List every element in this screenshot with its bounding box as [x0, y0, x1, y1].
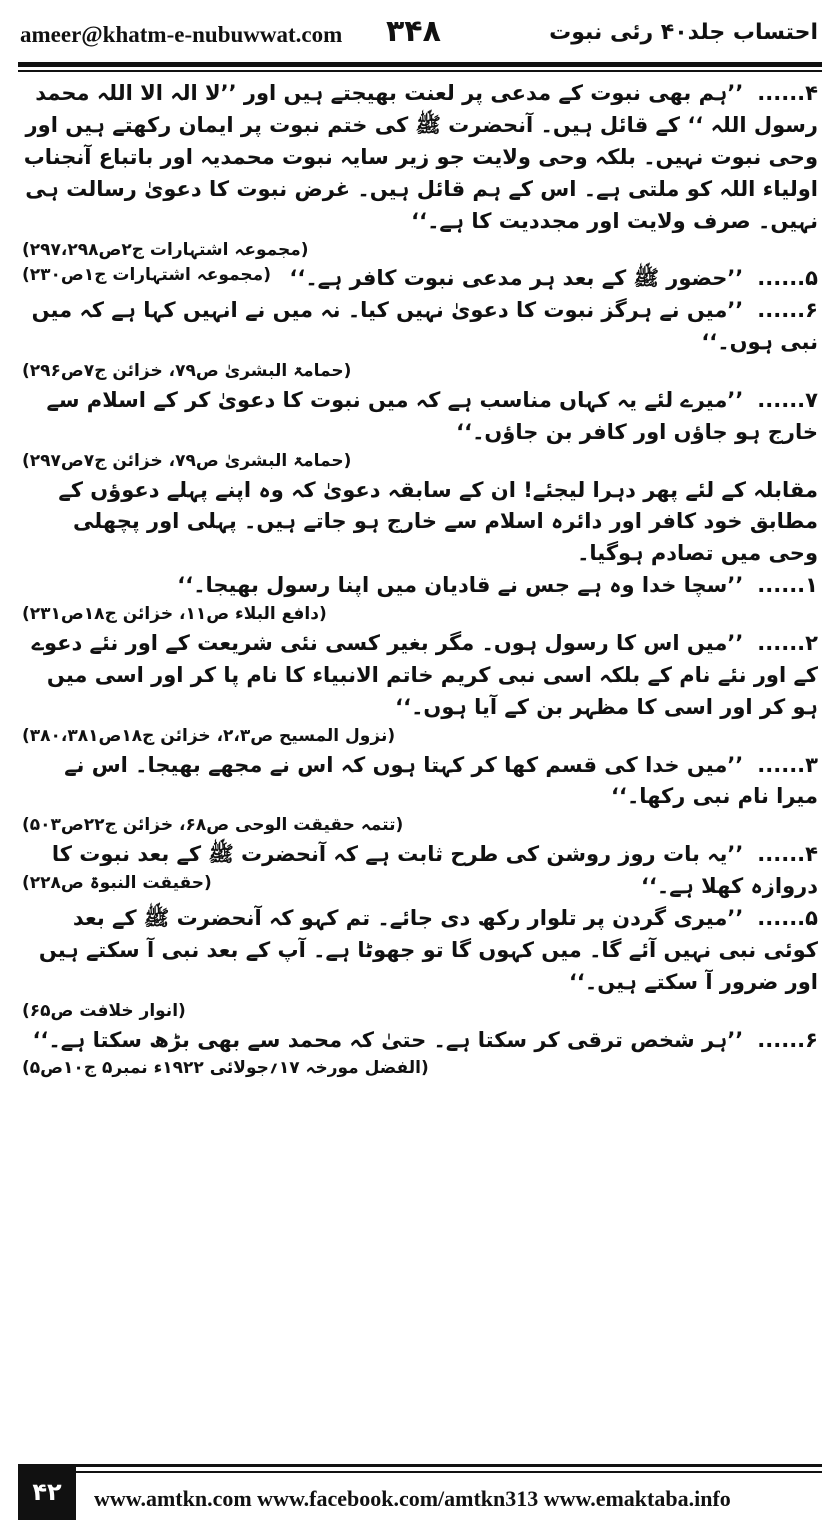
item-text: ’’ہم بھی نبوت کے مدعی پر لعنت بھیجتے ہیں اور ’’لا الہ الا اللہ محمد رسول اللہ ‘‘ کے قائل ہیں۔ آنحضرت ﷺ کی ختم نبوت پر ایمان رکھتے ہیں اور وحی نبوت نہیں۔ بلکہ وحی ولایت جو زیر سایہ نبوت محمدیہ اور باتباع آنجناب اولیاء اللہ کو ملتی ہے۔ اس کے ہم قائل ہیں۔ غرض نبوت کا دعویٰ رسالت ہی نہیں۔ صرف ولایت اور مجددیت کا ہے۔‘‘ — [23, 81, 818, 233]
item-text: ’’سچا خدا وہ ہے جس نے قادیان میں اپنا رسول بھیجا۔‘‘ — [177, 573, 744, 598]
reference: (حمامۃ البشریٰ ص۷۹، خزائن ج۷ص۲۹۶) — [22, 361, 352, 382]
page-footer — [18, 1458, 822, 1524]
item-text: ’’میرے لئے یہ کہاں مناسب ہے کہ میں نبوت کا دعویٰ کر کے اسلام سے خارج ہو جاؤں اور کافر بن جاؤں۔‘‘ — [46, 387, 818, 444]
item-number: ۶...... — [757, 1027, 818, 1052]
quote-item-1 — [22, 78, 818, 238]
inline-reference: (مجموعہ اشتہارات ج۱ص۲۳۰) — [22, 265, 271, 286]
item-text: ’’یہ بات روز روشن کی طرح ثابت ہے کہ آنحضرت ﷺ کے بعد نبوت کا دروازہ کھلا ہے۔‘‘ — [51, 842, 818, 899]
quote-item-8 — [22, 839, 818, 903]
item-number: ۵...... — [757, 906, 818, 930]
reference: (الفضل مورخہ ۱۷؍جولائی ۱۹۲۲ء نمبر۵ ج۱۰ص۵) — [22, 1058, 429, 1079]
reference: (حمامۃ البشریٰ ص۷۹، خزائن ج۷ص۲۹۷) — [22, 450, 352, 471]
quote-item-3 — [22, 295, 818, 359]
reference: (تتمہ حقیقت الوحی ص۶۸، خزائن ج۲۲ص۵۰۳) — [22, 815, 404, 836]
item-number: ۶...... — [757, 298, 818, 323]
footer-websites: www.amtkn.com www.facebook.com/amtkn313 www.emaktaba.info — [94, 1486, 731, 1511]
quote-item-6 — [22, 628, 818, 724]
quote-item-9 — [22, 903, 818, 999]
item-text: ’’میری گردن پر تلوار رکھ دی جائے۔ تم کہو کہ آنحضرت ﷺ کے بعد کوئی نبی نہیں آئے گا۔ میں کہوں گا تو جھوٹا ہے۔ آپ کے بعد نبی آ سکتے ہیں اور ضرور آ سکتے ہیں۔‘‘ — [38, 906, 818, 994]
quote-item-10 — [22, 1025, 818, 1057]
item-text: ’’ہر شخص ترقی کر سکتا ہے۔ حتیٰ کہ محمد سے بھی بڑھ سکتا ہے۔‘‘ — [32, 1027, 744, 1052]
quote-item-2 — [22, 263, 818, 295]
item-text: ’’میں نے ہرگز نبوت کا دعویٰ نہیں کیا۔ نہ میں نے انہیں کہا ہے کہ میں نبی ہوں۔‘‘ — [31, 298, 818, 355]
quote-item-5 — [22, 570, 818, 602]
footer-page-number: ۴۲ — [18, 1464, 76, 1520]
item-text: ’’حضور ﷺ کے بعد ہر مدعی نبوت کافر ہے۔‘‘ — [289, 266, 744, 291]
item-text: ’’میں خدا کی قسم کھا کر کہتا ہوں کہ اس نے مجھے بھیجا۔ اس نے میرا نام نبی رکھا۔‘‘ — [64, 752, 818, 809]
footer-rule-thick — [76, 1464, 822, 1467]
footer-rule-thin — [76, 1471, 822, 1473]
reference: (انوار خلافت ص۶۵) — [22, 1000, 186, 1021]
item-number: ۳...... — [757, 752, 818, 777]
page-header — [0, 0, 840, 62]
quote-item-7 — [22, 750, 818, 814]
header-email: ameer@khatm-e-nubuwwat.com — [20, 22, 343, 47]
bridge-paragraph: مقابلہ کے لئے پھر دہرا لیجئے! ان کے سابقہ دعویٰ کہ وہ اپنے پہلے دعوؤں کے مطابق خود کافر اور دائرہ اسلام سے خارج ہو جاتے ہیں۔ پہلی اور پچھلی وحی میں تصادم ہوگیا۔ — [58, 477, 818, 566]
reference: (نزول المسیح ص۲،۳، خزائن ج۱۸ص۳۸۰،۳۸۱) — [22, 725, 396, 746]
page-content — [22, 78, 818, 1438]
item-text: ’’میں اس کا رسول ہوں۔ مگر بغیر کسی نئی شریعت کے اور نئے دعوے کے اور نئے نام کے بلکہ اسی نبی کریم خاتم الانبیاء کا نام پا کر اور اسی میں ہو کر اور اسی کا مظہر بن کے آیا ہوں۔‘‘ — [31, 631, 818, 719]
header-rule-thick — [18, 62, 822, 67]
item-number: ۴...... — [757, 81, 818, 105]
header-book-title: احتساب جلد۴۰ رئی نبوت — [549, 20, 818, 45]
item-number: ۲...... — [757, 631, 818, 655]
item-number: ۴...... — [757, 842, 818, 867]
item-number: ۵...... — [757, 266, 818, 291]
header-rule-thin — [18, 70, 822, 72]
header-page-number: ۳۴۸ — [386, 14, 441, 49]
reference: (مجموعہ اشتہارات ج۲ص۲۹۷،۲۹۸) — [22, 239, 309, 260]
reference: (دافع البلاء ص۱۱، خزائن ج۱۸ص۲۳۱) — [22, 604, 327, 625]
inline-reference: (حقیقت النبوۃ ص۲۲۸) — [22, 873, 212, 894]
item-number: ۷...... — [757, 387, 818, 412]
quote-item-4 — [22, 385, 818, 449]
item-number: ۱...... — [757, 573, 818, 598]
